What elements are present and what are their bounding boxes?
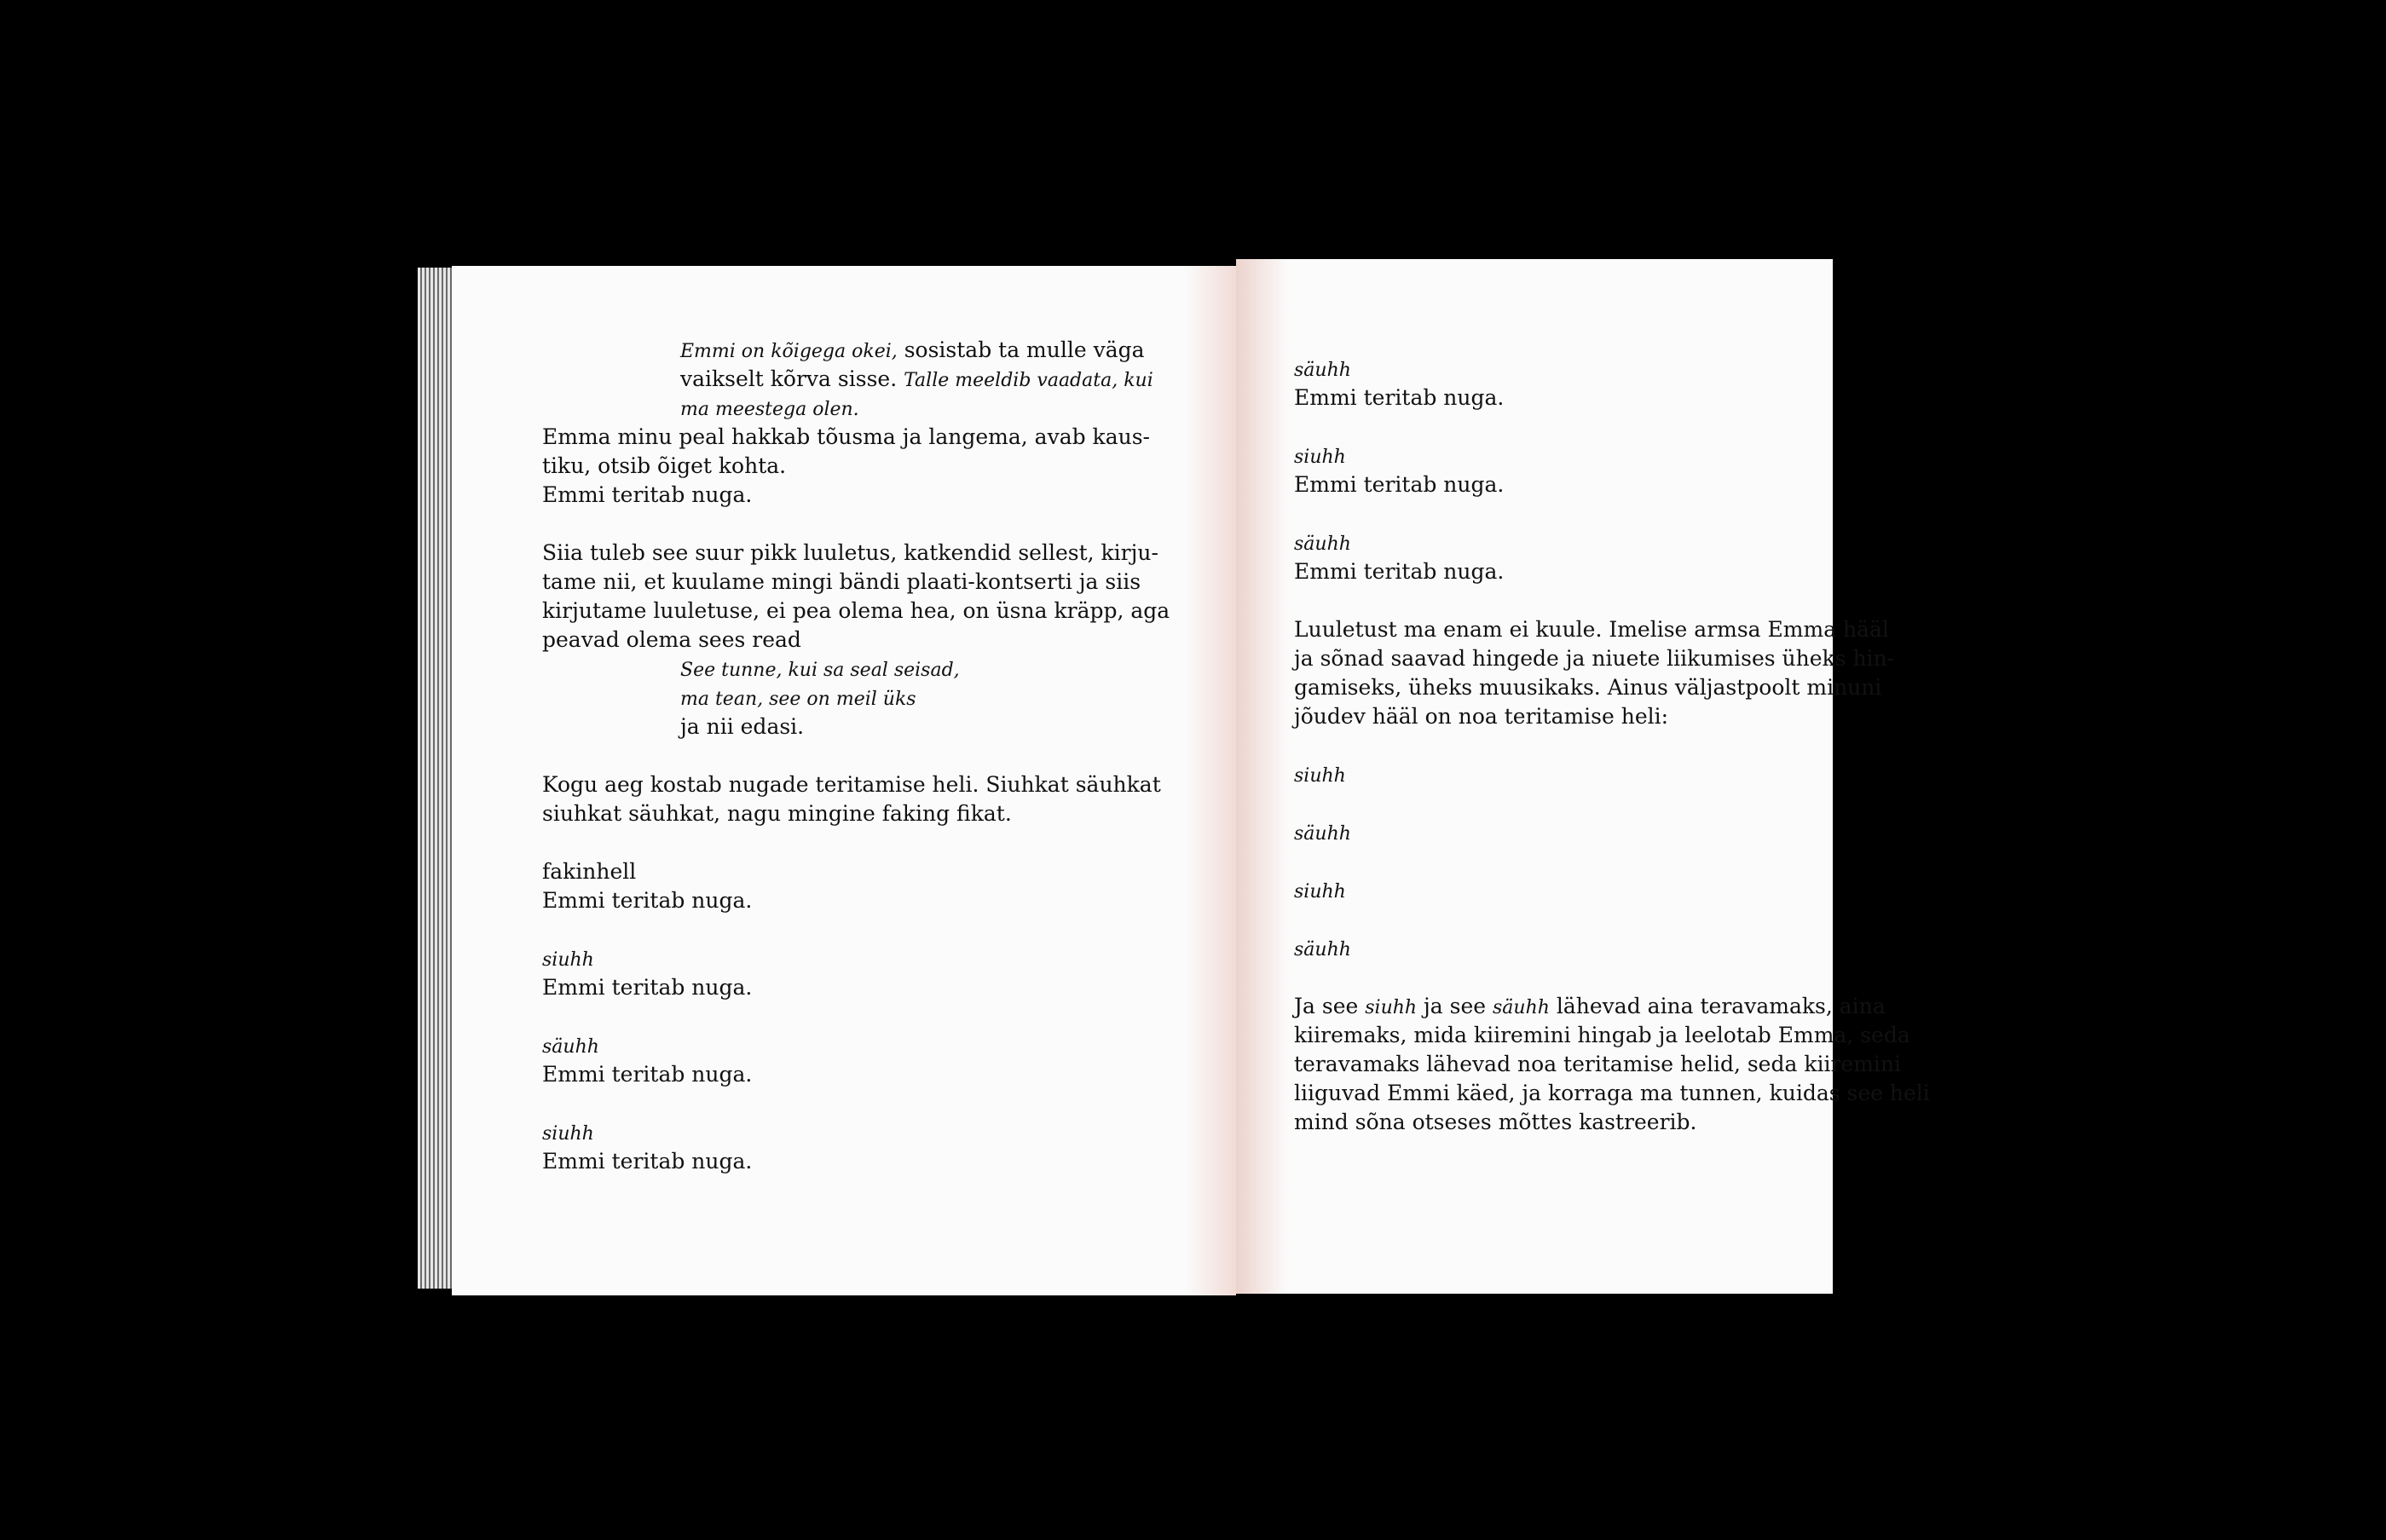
blank-line (1294, 499, 1930, 528)
text-run: Emmi teritab nuga. (542, 1149, 753, 1174)
text-run: ja nii edasi. (680, 714, 805, 739)
text-run: lähevad aina teravamaks, aina (1549, 994, 1886, 1018)
text-line (1294, 702, 1930, 731)
text-run: siuhkat säuhkat, nagu mingine faking fikat. (542, 801, 1012, 826)
text-line (542, 365, 1170, 394)
italic-text: Emmi on kõigega okei, (680, 341, 898, 362)
text-run: fakinhell (542, 859, 637, 884)
text-run: sosistab ta mulle väga (897, 337, 1145, 362)
right-page-text (1294, 355, 1930, 1137)
text-line (542, 655, 1170, 683)
text-run: Kogu aeg kostab nugade teritamise heli. Siuhkat säuhkat (542, 772, 1161, 797)
blank-line (1294, 412, 1930, 441)
italic-text: säuhh (1294, 360, 1351, 381)
text-run: Siia tuleb see suur pikk luuletus, katkendid sellest, kirju- (542, 540, 1158, 565)
text-line (1294, 673, 1930, 702)
text-run: tiku, otsib õiget kohta. (542, 453, 787, 478)
text-line (542, 799, 1170, 828)
italic-text: ma tean, see on meil üks (680, 689, 916, 710)
text-run: ja see (1417, 994, 1493, 1018)
left-gutter-shadow (1185, 266, 1236, 1295)
text-line (542, 452, 1170, 481)
text-run: jõudev hääl on noa teritamise heli: (1294, 704, 1669, 729)
italic-text: siuhh (1294, 881, 1346, 903)
text-line (542, 683, 1170, 712)
text-run: Emmi teritab nuga. (1294, 472, 1505, 497)
text-line (542, 394, 1170, 423)
text-run: kirjutame luuletuse, ei pea olema hea, on üsna kräpp, aga (542, 598, 1170, 623)
text-line (1294, 1108, 1930, 1137)
text-line (542, 568, 1170, 597)
blank-line (1294, 731, 1930, 760)
text-line (542, 1147, 1170, 1176)
text-line (1294, 876, 1930, 905)
italic-text: siuhh (1294, 765, 1346, 787)
text-run: Emmi teritab nuga. (542, 888, 753, 913)
text-line (542, 626, 1170, 655)
text-line (542, 539, 1170, 568)
blank-line (542, 1002, 1170, 1031)
text-run: liiguvad Emmi käed, ja korraga ma tunnen, kuidas see heli (1294, 1081, 1930, 1105)
text-line (1294, 760, 1930, 789)
blank-line (542, 915, 1170, 944)
text-run: peavad olema sees read (542, 627, 801, 652)
italic-text: siuhh (1365, 997, 1418, 1018)
text-line (542, 712, 1170, 741)
blank-line (1294, 963, 1930, 992)
text-line (1294, 528, 1930, 557)
italic-text: siuhh (542, 949, 594, 971)
text-line (1294, 355, 1930, 384)
italic-text: säuhh (1493, 997, 1550, 1018)
text-line (1294, 934, 1930, 963)
text-run: ja sõnad saavad hingede ja niuete liikumises üheks hin- (1294, 646, 1895, 671)
text-run: tame nii, et kuulame mingi bändi plaati-kontserti ja siis (542, 569, 1141, 594)
text-run: Emmi teritab nuga. (542, 1062, 753, 1087)
text-line (1294, 1079, 1930, 1108)
text-line (1294, 644, 1930, 673)
blank-line (542, 1089, 1170, 1118)
text-line (542, 1118, 1170, 1147)
text-line (542, 336, 1170, 365)
text-run: Emmi teritab nuga. (1294, 385, 1505, 410)
open-book (418, 256, 1930, 1304)
text-line (1294, 818, 1930, 847)
blank-line (1294, 586, 1930, 615)
text-run: Emmi teritab nuga. (542, 482, 753, 507)
italic-text: säuhh (1294, 823, 1351, 845)
text-run: kiiremaks, mida kiiremini hingab ja leelotab Emma, seda (1294, 1023, 1910, 1047)
right-gutter-shadow (1236, 259, 1287, 1294)
text-run: Luuletust ma enam ei kuule. Imelise armsa Emma hääl (1294, 617, 1889, 642)
italic-text: säuhh (1294, 939, 1351, 960)
text-line (1294, 992, 1930, 1021)
text-line (542, 1031, 1170, 1060)
text-line (542, 481, 1170, 510)
blank-line (1294, 905, 1930, 934)
blank-line (542, 510, 1170, 539)
text-run: teravamaks lähevad noa teritamise helid, seda kiiremini (1294, 1052, 1901, 1076)
right-page (1236, 259, 1930, 1294)
text-line (1294, 615, 1930, 644)
text-line (542, 973, 1170, 1002)
blank-line (542, 741, 1170, 770)
left-page (452, 266, 1236, 1295)
italic-text: säuhh (1294, 534, 1351, 555)
text-line (1294, 1021, 1930, 1050)
text-line (542, 886, 1170, 915)
text-line (542, 770, 1170, 799)
text-run: Emma minu peal hakkab tõusma ja langema, avab kaus- (542, 424, 1150, 449)
text-line (1294, 384, 1930, 412)
text-line (1294, 470, 1930, 499)
text-run: mind sõna otseses mõttes kastreerib. (1294, 1110, 1697, 1134)
text-run: Emmi teritab nuga. (1294, 559, 1505, 584)
text-line (542, 423, 1170, 452)
italic-text: siuhh (542, 1123, 594, 1145)
text-line (542, 857, 1170, 886)
italic-text: ma meestega olen. (680, 399, 859, 420)
text-line (542, 1060, 1170, 1089)
text-run: Emmi teritab nuga. (542, 975, 753, 1000)
italic-text: Talle meeldib vaadata, kui (904, 370, 1153, 391)
left-page-text (542, 336, 1170, 1176)
text-line (1294, 557, 1930, 586)
italic-text: siuhh (1294, 447, 1346, 468)
text-line (542, 944, 1170, 973)
text-run: Ja see (1294, 994, 1366, 1018)
italic-text: See tunne, kui sa seal seisad, (680, 660, 960, 681)
text-run: gamiseks, üheks muusikaks. Ainus väljastpoolt minuni (1294, 675, 1882, 700)
text-run: vaikselt kõrva sisse. (680, 366, 904, 391)
blank-line (542, 828, 1170, 857)
italic-text: säuhh (542, 1036, 599, 1058)
blank-line (1294, 847, 1930, 876)
blank-line (1294, 789, 1930, 818)
text-line (542, 597, 1170, 626)
text-line (1294, 1050, 1930, 1079)
text-line (1294, 441, 1930, 470)
